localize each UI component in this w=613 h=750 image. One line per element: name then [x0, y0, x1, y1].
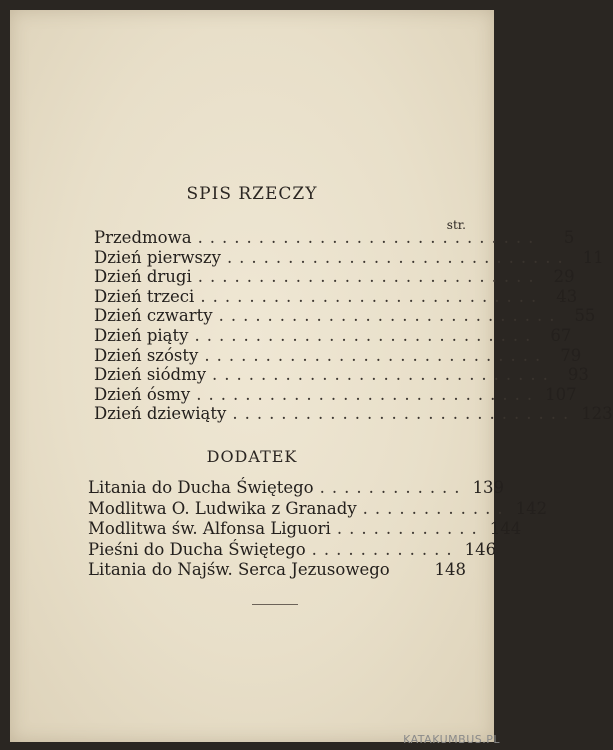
toc-entry-page: 43: [556, 286, 578, 306]
toc-entry: [94, 286, 578, 307]
dot-leader: ............: [311, 539, 459, 559]
dot-leader: ............................: [226, 247, 570, 267]
appendix-entry-label: Pieśni do Ducha Świętego: [88, 539, 306, 559]
dot-leader: ............................: [197, 267, 541, 287]
dot-leader: ............................: [204, 345, 548, 365]
appendix-entry: [88, 498, 548, 520]
toc-title: SPIS RZECZY: [186, 184, 318, 204]
dot-leader: ............: [362, 498, 510, 518]
book-page: [10, 10, 613, 742]
toc-entry-page: 79: [560, 345, 582, 365]
toc-entry-label: Dzień dziewiąty: [94, 404, 227, 424]
toc-entry-page: 67: [550, 325, 572, 345]
dot-leader: ............................: [218, 306, 562, 326]
toc-entry-label: Dzień czwarty: [94, 306, 213, 326]
toc-list: [94, 228, 613, 424]
toc-entry: [94, 325, 572, 346]
appendix-entry: [88, 519, 522, 540]
appendix-entry-label: Modlitwa O. Ludwika z Granady: [88, 498, 357, 518]
toc-entry-page: 107: [545, 384, 577, 404]
appendix-entry: [88, 539, 497, 561]
toc-entry-label: Dzień ósmy: [94, 384, 191, 404]
toc-entry-page: 11: [582, 247, 604, 267]
appendix-entry-page: 144: [489, 519, 522, 538]
dot-leader: ............................: [200, 286, 544, 306]
dot-leader: ............................: [194, 325, 538, 345]
watermark: KATAKUMBUS.PL: [403, 733, 500, 746]
appendix-entry-label: Litania do Najśw. Serca Jezusowego: [88, 560, 390, 579]
toc-entry-page: 55: [574, 306, 596, 326]
toc-entry-page: 5: [563, 228, 575, 247]
toc-entry-label: Dzień pierwszy: [94, 247, 221, 267]
dot-leader: ............: [319, 478, 467, 497]
toc-entry-label: Dzień piąty: [94, 325, 189, 345]
appendix-entry-page: 146: [464, 539, 497, 559]
toc-entry-label: Przedmowa: [94, 228, 192, 247]
dot-leader: ............................: [232, 404, 576, 424]
toc-entry: [94, 267, 575, 287]
closing-rule: [252, 604, 298, 605]
toc-entry: [94, 384, 577, 405]
toc-entry: [94, 404, 613, 424]
toc-entry-label: Dzień drugi: [94, 267, 192, 287]
toc-entry-page: 29: [553, 267, 575, 287]
toc-entry: [94, 365, 589, 385]
page-column-label: str.: [446, 218, 466, 232]
appendix-list: [88, 478, 548, 581]
appendix-entry-page: 142: [515, 498, 548, 518]
appendix-entry-page: 139: [472, 478, 505, 497]
toc-entry: [94, 228, 575, 248]
dot-leader: ............: [336, 519, 484, 538]
appendix-entry: [88, 478, 505, 499]
appendix-entry: [88, 560, 466, 581]
toc-entry: [94, 345, 582, 366]
toc-entry-label: Dzień siódmy: [94, 365, 207, 385]
appendix-entry-page: 148: [434, 560, 466, 579]
appendix-title: DODATEK: [206, 447, 298, 466]
dot-leader: ............................: [196, 384, 540, 404]
toc-entry-label: Dzień trzeci: [94, 286, 195, 306]
toc-entry: [94, 306, 596, 326]
toc-entry-page: 123: [581, 404, 613, 424]
toc-entry: [94, 247, 604, 268]
appendix-entry-label: Modlitwa św. Alfonsa Liguori: [88, 519, 331, 538]
toc-entry-label: Dzień szósty: [94, 345, 199, 365]
appendix-entry-label: Litania do Ducha Świętego: [88, 478, 314, 497]
dot-leader: ............................: [197, 228, 541, 247]
toc-entry-page: 93: [567, 365, 589, 385]
dot-leader: ............................: [212, 365, 555, 385]
